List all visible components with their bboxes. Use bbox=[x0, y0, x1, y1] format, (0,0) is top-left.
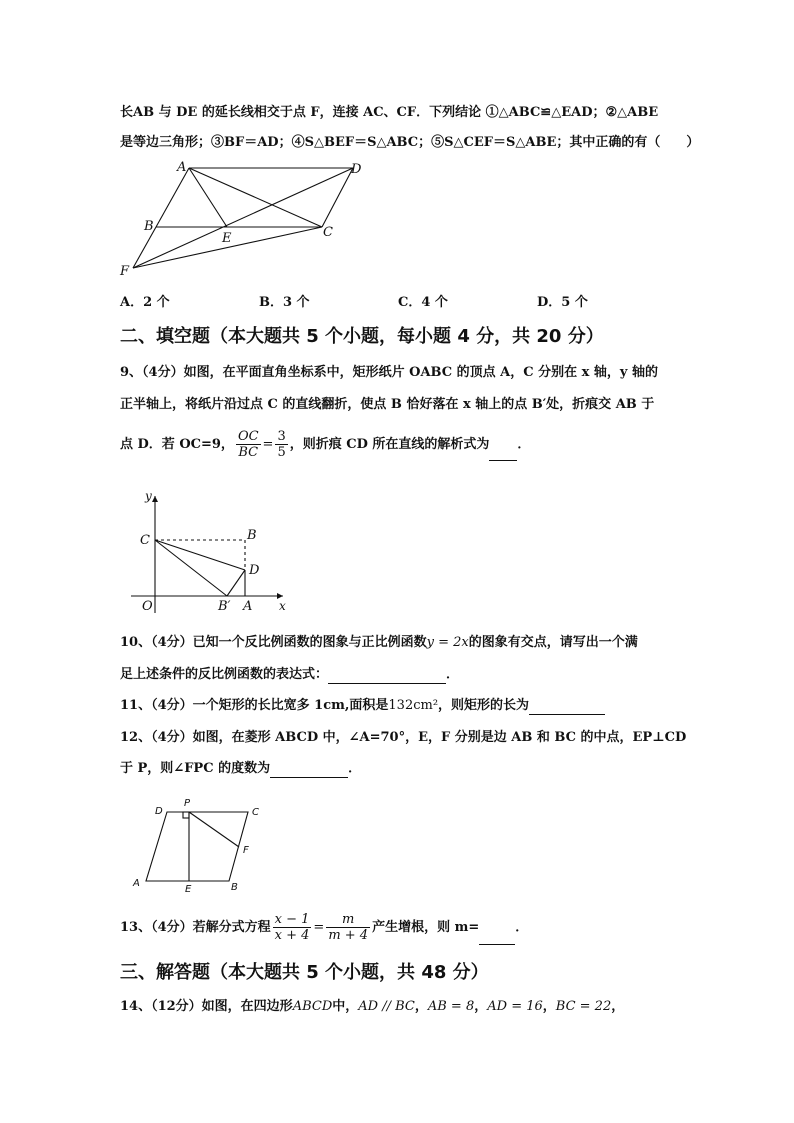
q12-line2-end: ． bbox=[348, 761, 362, 776]
q14-sep2: ， bbox=[474, 999, 488, 1014]
q9-label-c: C bbox=[140, 533, 150, 548]
q12-line2 bbox=[120, 760, 361, 778]
q12-label-a: A bbox=[133, 878, 140, 889]
q14-cond-parallel: AD // BC bbox=[358, 999, 415, 1014]
q14-text-mid: 中， bbox=[332, 999, 359, 1014]
q13-fraction-right bbox=[326, 912, 370, 943]
q10-line1 bbox=[120, 634, 638, 652]
q11-area: 132cm² bbox=[388, 698, 439, 713]
q8-label-d: D bbox=[351, 162, 362, 177]
q10-line2 bbox=[120, 666, 459, 684]
q13-text-mid: 产生增根，则 m= bbox=[372, 920, 480, 935]
q9-answer-blank bbox=[489, 446, 517, 461]
q12-line1: 12、（4分）如图，在菱形 ABCD 中，∠A=70°，E，F 分别是边 AB 和 BC 的中点，EP⊥CD bbox=[120, 730, 687, 745]
q9-frac2-den: 5 bbox=[277, 445, 286, 460]
q11-line bbox=[120, 697, 605, 715]
q8-line2: 是等边三角形；③BF＝AD；④S△BEF＝S△ABC；⑤S△CEF＝S△ABE；其中正确的有（ ） bbox=[120, 135, 700, 150]
q9-line3 bbox=[120, 429, 530, 461]
q11-text-pre: 11、（4分）一个矩形的长比宽多 1cm,面积是 bbox=[120, 698, 389, 713]
q9-frac2-num: 3 bbox=[277, 429, 286, 444]
q14-sep1: ， bbox=[414, 999, 428, 1014]
q8-line1: 长AB 与 DE 的延长线相交于点 F，连接 AC、CF．下列结论 ①△ABC≌△EAD；②△ABE bbox=[120, 105, 659, 120]
q8-label-e: E bbox=[222, 231, 232, 246]
q12-answer-blank bbox=[270, 763, 348, 778]
q12-line2-text: 于 P，则∠FPC 的度数为 bbox=[120, 761, 271, 776]
q13-frac1-den: x + 4 bbox=[274, 928, 310, 943]
q8-choice-c: C．4 个 bbox=[398, 295, 448, 310]
q13-text-end: ． bbox=[515, 920, 529, 935]
section2-heading: 二、填空题（本大题共 5 个小题，每小题 4 分，共 20 分） bbox=[120, 326, 604, 347]
q13-line bbox=[120, 911, 528, 945]
q10-line2-text: 足上述条件的反比例函数的表达式： bbox=[120, 667, 329, 682]
q9-fraction-3-5 bbox=[275, 429, 287, 460]
q14-text-pre: 14、（12分）如图，在四边形 bbox=[120, 999, 293, 1014]
q9-label-x: x bbox=[279, 599, 286, 613]
section3-heading: 三、解答题（本大题共 5 个小题，共 48 分） bbox=[120, 962, 489, 983]
q12-label-d: D bbox=[155, 806, 163, 817]
q12-label-p: P bbox=[184, 798, 191, 809]
q12-label-e: E bbox=[185, 884, 192, 895]
q9-frac1-num: OC bbox=[237, 429, 259, 444]
q9-line2: 正半轴上，将纸片沿过点 C 的直线翻折，使点 B 恰好落在 x 轴上的点 B′处，折痕交 AB 于 bbox=[120, 397, 655, 412]
q13-text-pre: 13、（4分）若解分式方程 bbox=[120, 920, 271, 935]
q11-answer-blank bbox=[529, 700, 605, 715]
q9-label-o: O bbox=[142, 599, 153, 614]
q8-label-f: F bbox=[120, 264, 130, 278]
q9-label-y: y bbox=[145, 489, 152, 503]
q9-frac1-den: BC bbox=[238, 445, 259, 460]
q14-cond-ad: AD = 16 bbox=[487, 999, 543, 1014]
q12-label-b: B bbox=[231, 882, 238, 893]
q8-label-c: C bbox=[323, 225, 333, 240]
q10-line1-pre: 10、（4分）已知一个反比例函数的图象与正比例函数 bbox=[120, 635, 427, 650]
q13-eq: = bbox=[313, 920, 325, 935]
q13-frac1-num: x − 1 bbox=[274, 912, 310, 927]
q9-label-b-prime: B′ bbox=[218, 599, 231, 614]
q8-choice-b: B．3 个 bbox=[259, 295, 310, 310]
q9-eq: = bbox=[262, 437, 274, 452]
q9-line3-pre: 点 D．若 OC=9， bbox=[120, 437, 234, 452]
q12-label-f: F bbox=[243, 845, 249, 856]
q9-label-d: D bbox=[249, 563, 260, 578]
q12-label-c: C bbox=[252, 807, 259, 818]
q13-frac2-num: m bbox=[326, 912, 370, 928]
q14-sep4: ， bbox=[611, 999, 625, 1014]
q10-line2-end: ． bbox=[446, 667, 460, 682]
q11-text-post: ，则矩形的长为 bbox=[438, 698, 530, 713]
q14-cond-ab: AB = 8 bbox=[427, 999, 475, 1014]
q13-fraction-left bbox=[273, 912, 312, 943]
q14-sep3: ， bbox=[542, 999, 556, 1014]
q9-label-b: B bbox=[247, 528, 257, 543]
q9-line3-end: ． bbox=[517, 437, 531, 452]
q10-line1-post: 的图象有交点，请写出一个满 bbox=[468, 635, 638, 650]
q14-cond-bc: BC = 22 bbox=[555, 999, 612, 1014]
q9-line1: 9、（4分）如图，在平面直角坐标系中，矩形纸片 OABC 的顶点 A，C 分别在 x 轴，y 轴的 bbox=[120, 365, 658, 380]
q8-label-b: B bbox=[144, 219, 154, 234]
q8-label-a: A bbox=[177, 160, 187, 175]
q14-line bbox=[120, 998, 624, 1016]
q9-fraction-oc-bc bbox=[236, 429, 261, 460]
q10-formula: y = 2x bbox=[426, 635, 469, 650]
q12-rhombus-figure bbox=[128, 795, 278, 895]
q13-answer-blank bbox=[479, 930, 515, 945]
q9-line3-post: ，则折痕 CD 所在直线的解析式为 bbox=[289, 437, 490, 452]
q8-figure bbox=[115, 158, 365, 278]
q9-coordinate-figure bbox=[125, 488, 305, 618]
q10-answer-blank bbox=[328, 669, 446, 684]
q14-quad: ABCD bbox=[292, 999, 333, 1014]
q8-choice-d: D．5 个 bbox=[537, 295, 588, 310]
q13-frac2-den: m + 4 bbox=[328, 928, 369, 943]
q9-label-a: A bbox=[243, 599, 253, 614]
q8-choice-a: A．2 个 bbox=[120, 295, 170, 310]
